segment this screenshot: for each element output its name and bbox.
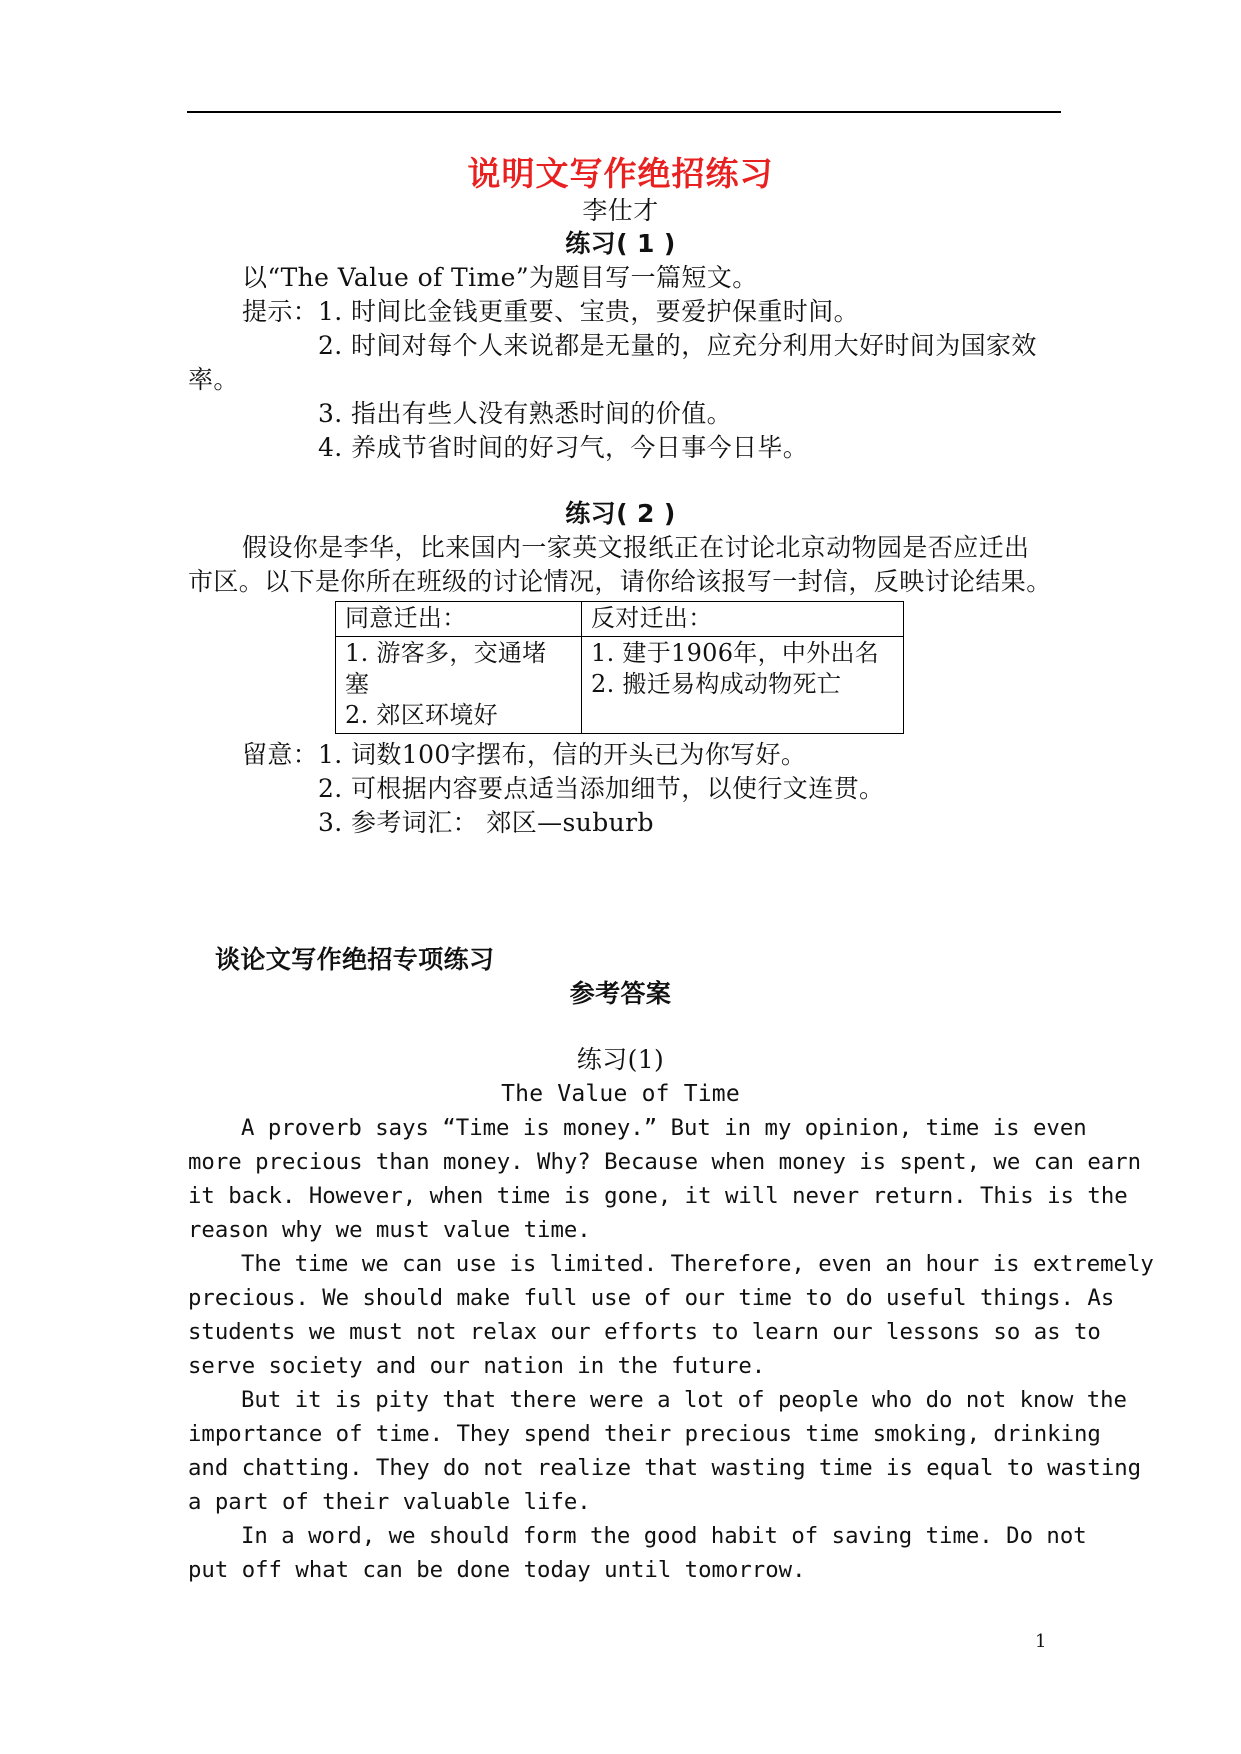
table-cell-line: 1. 建于1906年，中外出名 bbox=[591, 639, 880, 667]
essay-line: more precious than money. Why? Because when money is spent, we can earn bbox=[188, 1149, 1142, 1175]
answer-exercise-label: 练习(1) bbox=[576, 1045, 665, 1074]
table-header-disagree: 反对迁出： bbox=[582, 602, 904, 637]
table-body-row bbox=[336, 637, 904, 734]
essay-line: importance of time. They spend their precious time smoking, drinking bbox=[188, 1421, 1101, 1447]
table-header-agree: 同意迁出： bbox=[336, 602, 582, 637]
table-cell-line: 2. 搬迁易构成动物死亡 bbox=[591, 670, 842, 698]
table-cell-agree bbox=[336, 637, 582, 734]
hint-label: 提示： bbox=[242, 297, 319, 326]
table-cell-line: 塞 bbox=[345, 670, 370, 698]
essay-line: a part of their valuable life. bbox=[188, 1489, 591, 1515]
table-cell-line: 1. 游客多，交通堵 bbox=[345, 639, 547, 667]
page-number: 1 bbox=[1035, 1631, 1047, 1652]
essay-line: The time we can use is limited. Therefore, even an hour is extremely bbox=[241, 1251, 1154, 1277]
note-item: 2. 可根据内容要点适当添加细节，以使行文连贯。 bbox=[318, 774, 885, 803]
note-item: 3. 参考词汇： 郊区—suburb bbox=[318, 808, 654, 837]
essay-line: put off what can be done today until tomorrow. bbox=[188, 1557, 806, 1583]
hint-item: 1. 时间比金钱更重要、宝贵，要爱护保重时间。 bbox=[318, 297, 860, 326]
essay-line: precious. We should make full use of our time to do useful things. As bbox=[188, 1285, 1115, 1311]
hint-item: 4. 养成节省时间的好习气，今日事今日毕。 bbox=[318, 433, 809, 462]
essay-line: and chatting. They do not realize that wasting time is equal to wasting bbox=[188, 1455, 1142, 1481]
exercise-2-paragraph-line: 市区。以下是你所在班级的讨论情况，请你给该报写一封信，反映讨论结果。 bbox=[188, 567, 1052, 596]
essay-line: serve society and our nation in the future. bbox=[188, 1353, 766, 1379]
essay-line: In a word, we should form the good habit of saving time. Do not bbox=[241, 1523, 1087, 1549]
header-rule bbox=[187, 111, 1061, 113]
essay-line: it back. However, when time is gone, it will never return. This is the bbox=[188, 1183, 1128, 1209]
essay-line: A proverb says “Time is money.” But in my opinion, time is even bbox=[241, 1115, 1087, 1141]
table-cell-line: 2. 郊区环境好 bbox=[345, 701, 498, 729]
exercise-2-paragraph-line: 假设你是李华，比来国内一家英文报纸正在讨论北京动物园是否应迁出 bbox=[242, 533, 1030, 562]
note-item: 1. 词数100字摆布，信的开头已为你写好。 bbox=[318, 740, 807, 769]
exercise-2-heading: 练习( 2 ) bbox=[565, 499, 676, 528]
exercise-1-heading: 练习( 1 ) bbox=[565, 229, 676, 258]
hint-item: 2. 时间对每个人来说都是无量的，应充分利用大好时间为国家效 bbox=[318, 331, 1037, 360]
table-cell-disagree bbox=[582, 637, 904, 734]
hint-item: 3. 指出有些人没有熟悉时间的价值。 bbox=[318, 399, 733, 428]
document-title: 说明文写作绝招练习 bbox=[467, 154, 774, 193]
notes-label: 留意： bbox=[242, 740, 319, 769]
table-header-row bbox=[336, 602, 904, 637]
discussion-table bbox=[335, 601, 904, 734]
author-name: 李仕才 bbox=[582, 196, 659, 225]
exercise-1-prompt: 以“The Value of Time”为题目写一篇短文。 bbox=[242, 263, 758, 292]
essay-line: But it is pity that there were a lot of people who do not know the bbox=[241, 1387, 1127, 1413]
essay-line: students we must not relax our efforts to learn our lessons so as to bbox=[188, 1319, 1101, 1345]
essay-line: reason why we must value time. bbox=[188, 1217, 591, 1243]
essay-title: The Value of Time bbox=[501, 1081, 740, 1107]
hint-item-continuation: 率。 bbox=[188, 365, 239, 394]
answer-heading: 参考答案 bbox=[569, 979, 672, 1008]
section-2-title: 谈论文写作绝招专项练习 bbox=[215, 945, 495, 974]
